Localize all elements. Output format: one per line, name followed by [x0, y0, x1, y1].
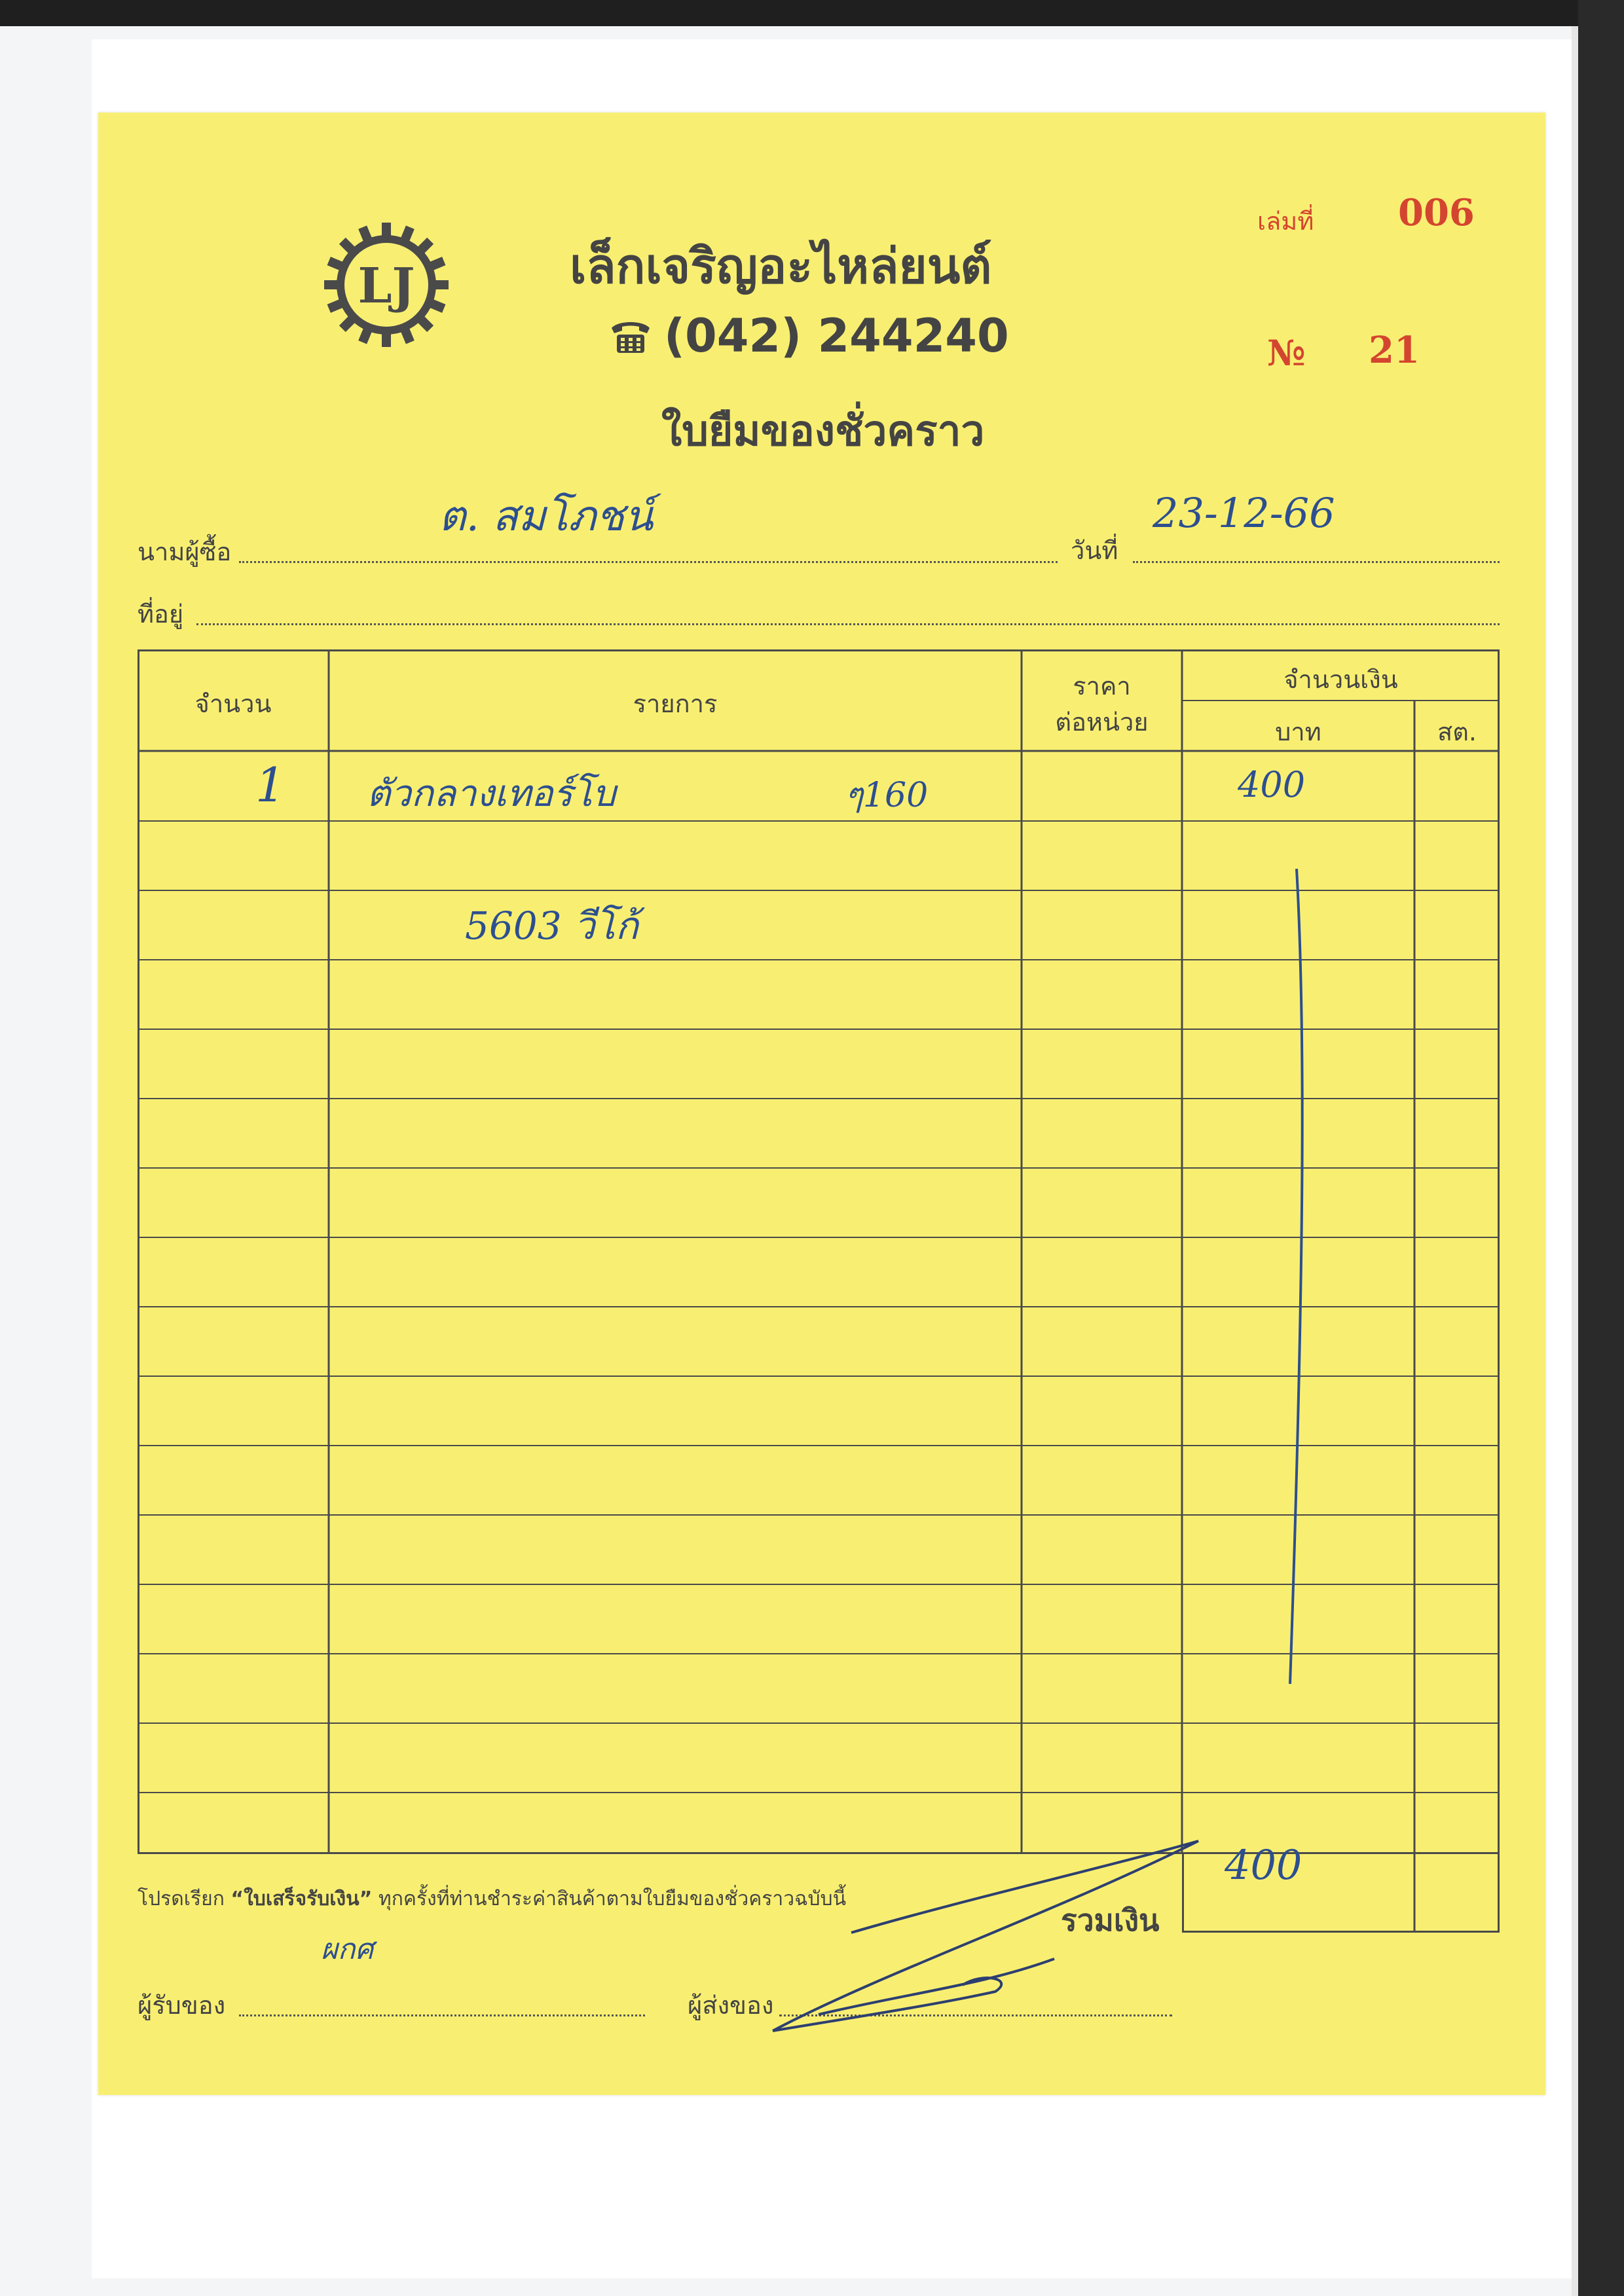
row1-baht: 400 [1238, 764, 1306, 805]
phone-number: (042) 244240 [664, 309, 1009, 363]
company-logo [324, 223, 449, 347]
receipt-paper [98, 113, 1545, 2095]
address-dotline [196, 623, 1500, 625]
header-item: รายการ [633, 689, 718, 718]
header-qty: จำนวน [194, 689, 272, 718]
book-number-value: 006 [1398, 191, 1475, 234]
book-number-label: เล่มที่ [1257, 207, 1314, 236]
header-amount: จำนวนเงิน [1283, 665, 1398, 694]
header-baht: บาท [1275, 718, 1321, 746]
scan-border-top [0, 0, 1624, 26]
header-satang: สต. [1437, 718, 1477, 746]
items-table-grid [138, 649, 1500, 1854]
total-value: 400 [1225, 1841, 1302, 1889]
receiver-dotline [239, 2014, 645, 2016]
row1-qty: 1 [255, 757, 286, 812]
company-name: เล็กเจริญอะไหล่ยนต์ [570, 238, 992, 295]
scan-border-right [1578, 0, 1624, 2296]
logo-lettering: LJ [358, 258, 415, 314]
footer-note-suffix: ทุกครั้งที่ท่านชำระค่าสินค้าตามใบยืมของชั่วคราวฉบับนี้ [378, 1887, 847, 1910]
date-value: 23-12-66 [1153, 489, 1335, 537]
receipt-number-value: 21 [1369, 329, 1420, 372]
row3-item: 5603 วีโก้ [465, 903, 638, 948]
buyer-label: นามผู้ซื้อ [138, 538, 232, 566]
footer-note-prefix: โปรดเรียก [138, 1887, 225, 1910]
header-unit-price-1: ราคา [1073, 672, 1131, 701]
date-dotline [1133, 561, 1500, 563]
sender-signature [688, 1828, 1290, 2044]
row1-item-note: ๆ160 [845, 776, 929, 815]
footer-note-bold: “ใบเสร็จรับเงิน” [231, 1887, 373, 1910]
handwritten-continuation-line [1290, 869, 1302, 1684]
receiver-label: ผู้รับของ [138, 1991, 226, 2020]
address-label: ที่อยู่ [138, 600, 184, 629]
date-label: วันที่ [1071, 536, 1118, 565]
header-unit-price-2: ต่อหน่วย [1055, 708, 1149, 737]
receiver-signature: ผกศ [321, 1933, 374, 1966]
sender-label: ผู้ส่งของ [688, 1991, 774, 2020]
receipt-number-label: № [1267, 332, 1306, 374]
telephone-icon [609, 319, 652, 354]
company-phone [609, 309, 1009, 363]
document-title: ใบยืมของชั่วคราว [661, 407, 985, 456]
buyer-dotline [239, 561, 1058, 563]
buyer-name: ต. สมโภชน์ [439, 492, 654, 541]
row1-item: ตัวกลางเทอร์โบ [367, 773, 616, 815]
total-label: รวมเงิน [1061, 1903, 1160, 1938]
